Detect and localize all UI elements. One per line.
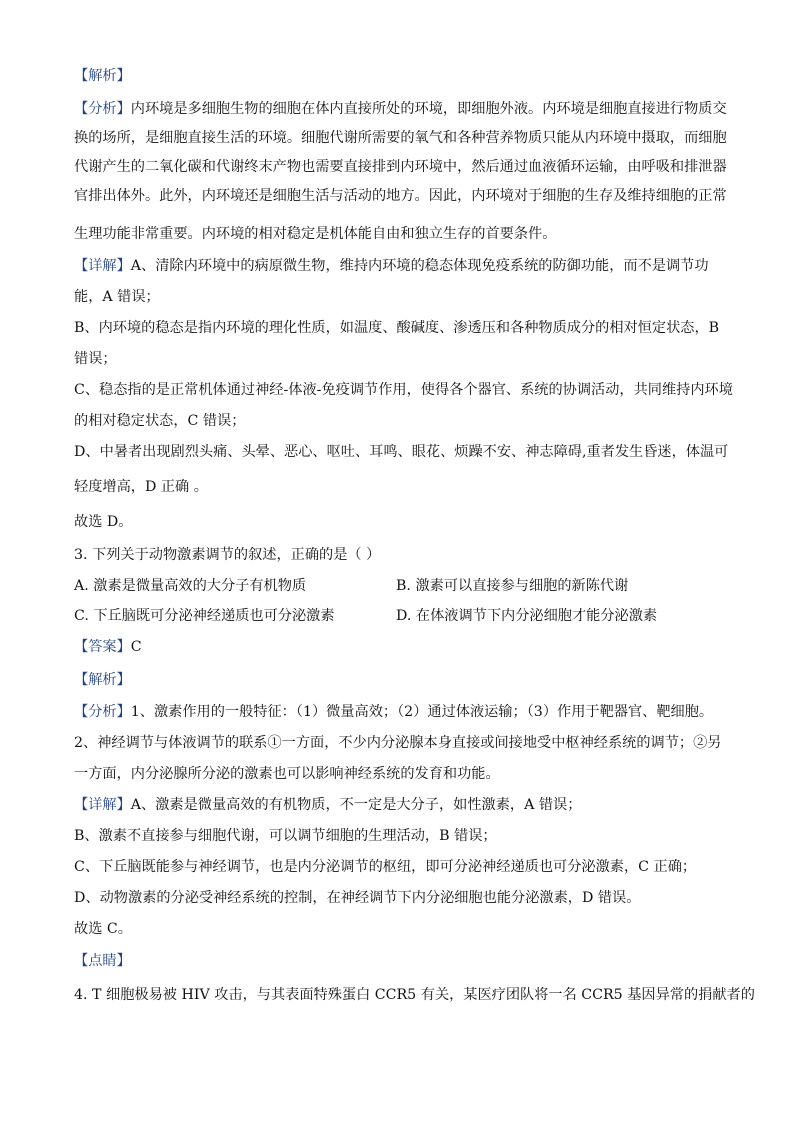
xiangjie-line: D、动物激素的分泌受神经系统的控制，在神经调节下内分泌细胞也能分泌激素，D 错误。 — [74, 890, 641, 906]
option-d: D. 在体液调节下内分泌细胞才能分泌激素 — [396, 608, 658, 624]
fenxi-line: 一方面，内分泌腺所分泌的激素也可以影响神经系统的发育和功能。 — [74, 766, 500, 782]
xiangjie-line: 的相对稳定状态，C 错误； — [74, 413, 246, 429]
conclusion: 故选 D。 — [74, 514, 133, 530]
dianjing-heading: 【点睛】 — [74, 953, 131, 969]
xiangjie-line: 【详解】A、激素是微量高效的有机物质，不一定是大分子，如性激素，A 错误； — [74, 797, 582, 813]
answer-tag: 【答案】 — [74, 639, 131, 655]
answer-value: C — [130, 639, 142, 655]
fenxi-line: 生理功能非常重要。内环境的相对稳定是机体能自由和独立生存的首要条件。 — [74, 226, 557, 242]
xiangjie-line: C、稳态指的是正常机体通过神经-体液-免疫调节作用，使得各个器官、系统的协调活动，共同维持内环境 — [74, 382, 733, 398]
fenxi-line: 代谢产生的二氧化碳和代谢终末产物也需要直接排到内环境中，然后通过血液循环运输，由呼吸和排泄器 — [74, 159, 727, 175]
answer-line — [74, 637, 142, 657]
xiangjie-line: 轻度增高，D 正确 。 — [74, 479, 208, 495]
option-b: B. 激素可以直接参与细胞的新陈代谢 — [396, 578, 629, 594]
fenxi-line: 换的场所，是细胞直接生活的环境。细胞代谢所需要的氧气和各种营养物质只能从内环境中摄取，而细胞 — [74, 130, 727, 146]
question-stem: 4. T 细胞极易被 HIV 攻击，与其表面特殊蛋白 CCR5 有关，某医疗团队将一名 CCR5 基因异常的捐献者的 — [74, 987, 755, 1003]
xiangjie-line: D、中暑者出现剧烈头痛、头晕、恶心、呕吐、耳鸣、眼花、烦躁不安、神志障碍,重者发生昏迷，体温可 — [74, 444, 729, 460]
xiangjie-line: B、激素不直接参与细胞代谢，可以调节细胞的生理活动，B 错误； — [74, 828, 497, 844]
analysis-heading: 【解析】 — [74, 672, 131, 688]
conclusion: 故选 C。 — [74, 921, 132, 937]
fenxi-line: 【分析】1、激素作用的一般特征：（1）微量高效；（2）通过体液运输；（3）作用于靶器官、靶细胞。 — [74, 704, 714, 720]
xiangjie-line: 【详解】A、清除内环境中的病原微生物，维持内环境的稳态体现免疫系统的防御功能，而不是调节功 — [74, 258, 709, 274]
fenxi-tag: 【分析】 — [74, 101, 131, 117]
xiangjie-line: C、下丘脑既能参与神经调节，也是内分泌调节的枢纽，即可分泌神经递质也可分泌激素，C 正确； — [74, 859, 697, 875]
xiangjie-tag: 【详解】 — [74, 797, 131, 813]
fenxi-line: 2、神经调节与体液调节的联系①一方面，不少内分泌腺本身直接或间接地受中枢神经系统的调节；②另 — [74, 735, 722, 751]
option-a: A. 激素是微量高效的大分子有机物质 — [74, 578, 307, 594]
xiangjie-line: 能，A 错误； — [74, 289, 160, 305]
xiangjie-line: 错误； — [74, 351, 117, 367]
question-stem: 3. 下列关于动物激素调节的叙述，正确的是（ ） — [74, 547, 381, 563]
fenxi-line: 官排出体外。此外，内环境还是细胞生活与活动的地方。因此，内环境对于细胞的生存及维持细胞的正常 — [74, 188, 727, 204]
xiangjie-tag: 【详解】 — [74, 258, 131, 274]
fenxi-line: 【分析】内环境是多细胞生物的细胞在体内直接所处的环境，即细胞外液。内环境是细胞直接进行物质交 — [74, 101, 727, 117]
option-c: C. 下丘脑既可分泌神经递质也可分泌激素 — [74, 608, 335, 624]
analysis-heading: 【解析】 — [74, 68, 131, 84]
fenxi-tag: 【分析】 — [74, 704, 131, 720]
xiangjie-line: B、内环境的稳态是指内环境的理化性质，如温度、酸碱度、渗透压和各种物质成分的相对恒定状态，B — [74, 320, 720, 336]
